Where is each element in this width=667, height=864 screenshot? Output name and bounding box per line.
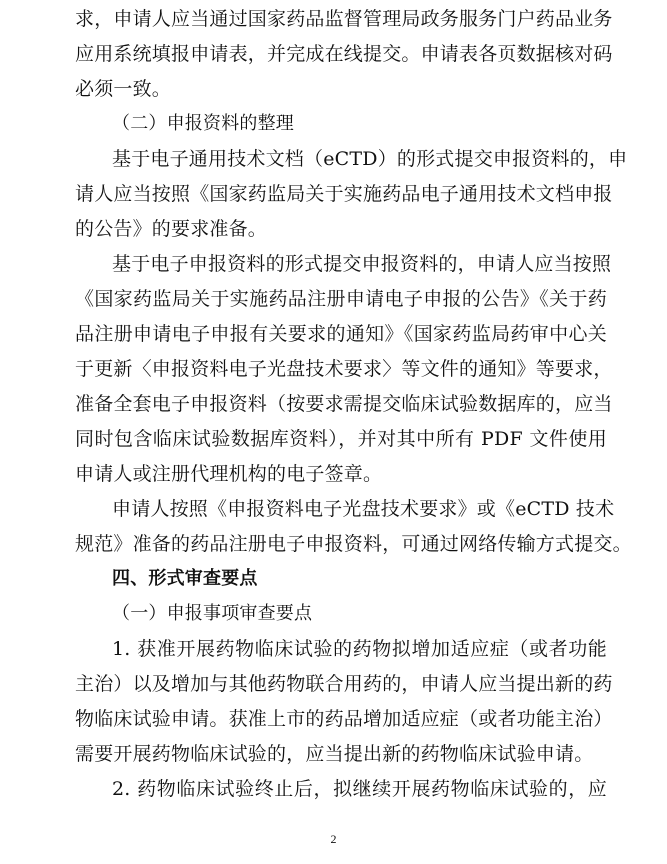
body-text-line: 基于电子通用技术文档（eCTD）的形式提交申报资料的，申 [112,148,628,170]
body-text-line: 请人应当按照《国家药监局关于实施药品电子通用技术文档申报 [75,183,613,205]
section-heading: （一）申报事项审查要点 [112,603,313,624]
body-text-line: 于更新〈申报资料电子光盘技术要求〉等文件的通知》等要求， [75,358,613,380]
body-text-line: 需要开展药物临床试验的，应当提出新的药物临床试验申请。 [75,743,594,765]
body-text-line: 申请人或注册代理机构的电子签章。 [75,463,383,485]
body-text-line: 1. 获准开展药物临床试验的药物拟增加适应症（或者功能 [112,638,607,660]
body-text-line: 必须一致。 [75,78,172,100]
page-number: 2 [330,832,337,846]
body-text-line: 基于电子申报资料的形式提交申报资料的，申请人应当按照 [112,253,612,275]
chapter-heading: 四、形式审查要点 [112,568,258,589]
section-heading: （二）申报资料的整理 [112,113,294,134]
body-text-line: 同时包含临床试验数据库资料），并对其中所有 PDF 文件使用 [75,428,607,450]
body-text-line: 求，申请人应当通过国家药品监督管理局政务服务门户药品业务 [75,8,613,30]
body-text-line: 申请人按照《申报资料电子光盘技术要求》或《eCTD 技术 [112,498,615,520]
body-text-line: 主治）以及增加与其他药物联合用药的，申请人应当提出新的药 [75,673,613,695]
body-text-line: 准备全套电子申报资料（按要求需提交临床试验数据库的，应当 [75,393,613,415]
body-text-line: 的公告》的要求准备。 [75,218,268,240]
body-text-line: 物临床试验申请。获准上市的药品增加适应症（或者功能主治） [75,708,613,730]
body-text-line: 品注册申请电子申报有关要求的通知》《国家药监局药审中心关 [75,323,607,345]
body-text-line: 2. 药物临床试验终止后，拟继续开展药物临床试验的，应 [112,778,607,800]
body-text-line: 规范》准备的药品注册电子申报资料，可通过网络传输方式提交。 [75,533,632,555]
body-text-line: 应用系统填报申请表，并完成在线提交。申请表各页数据核对码 [75,43,613,65]
body-text-line: 《国家药监局关于实施药品注册申请电子申报的公告》《关于药 [75,288,607,310]
